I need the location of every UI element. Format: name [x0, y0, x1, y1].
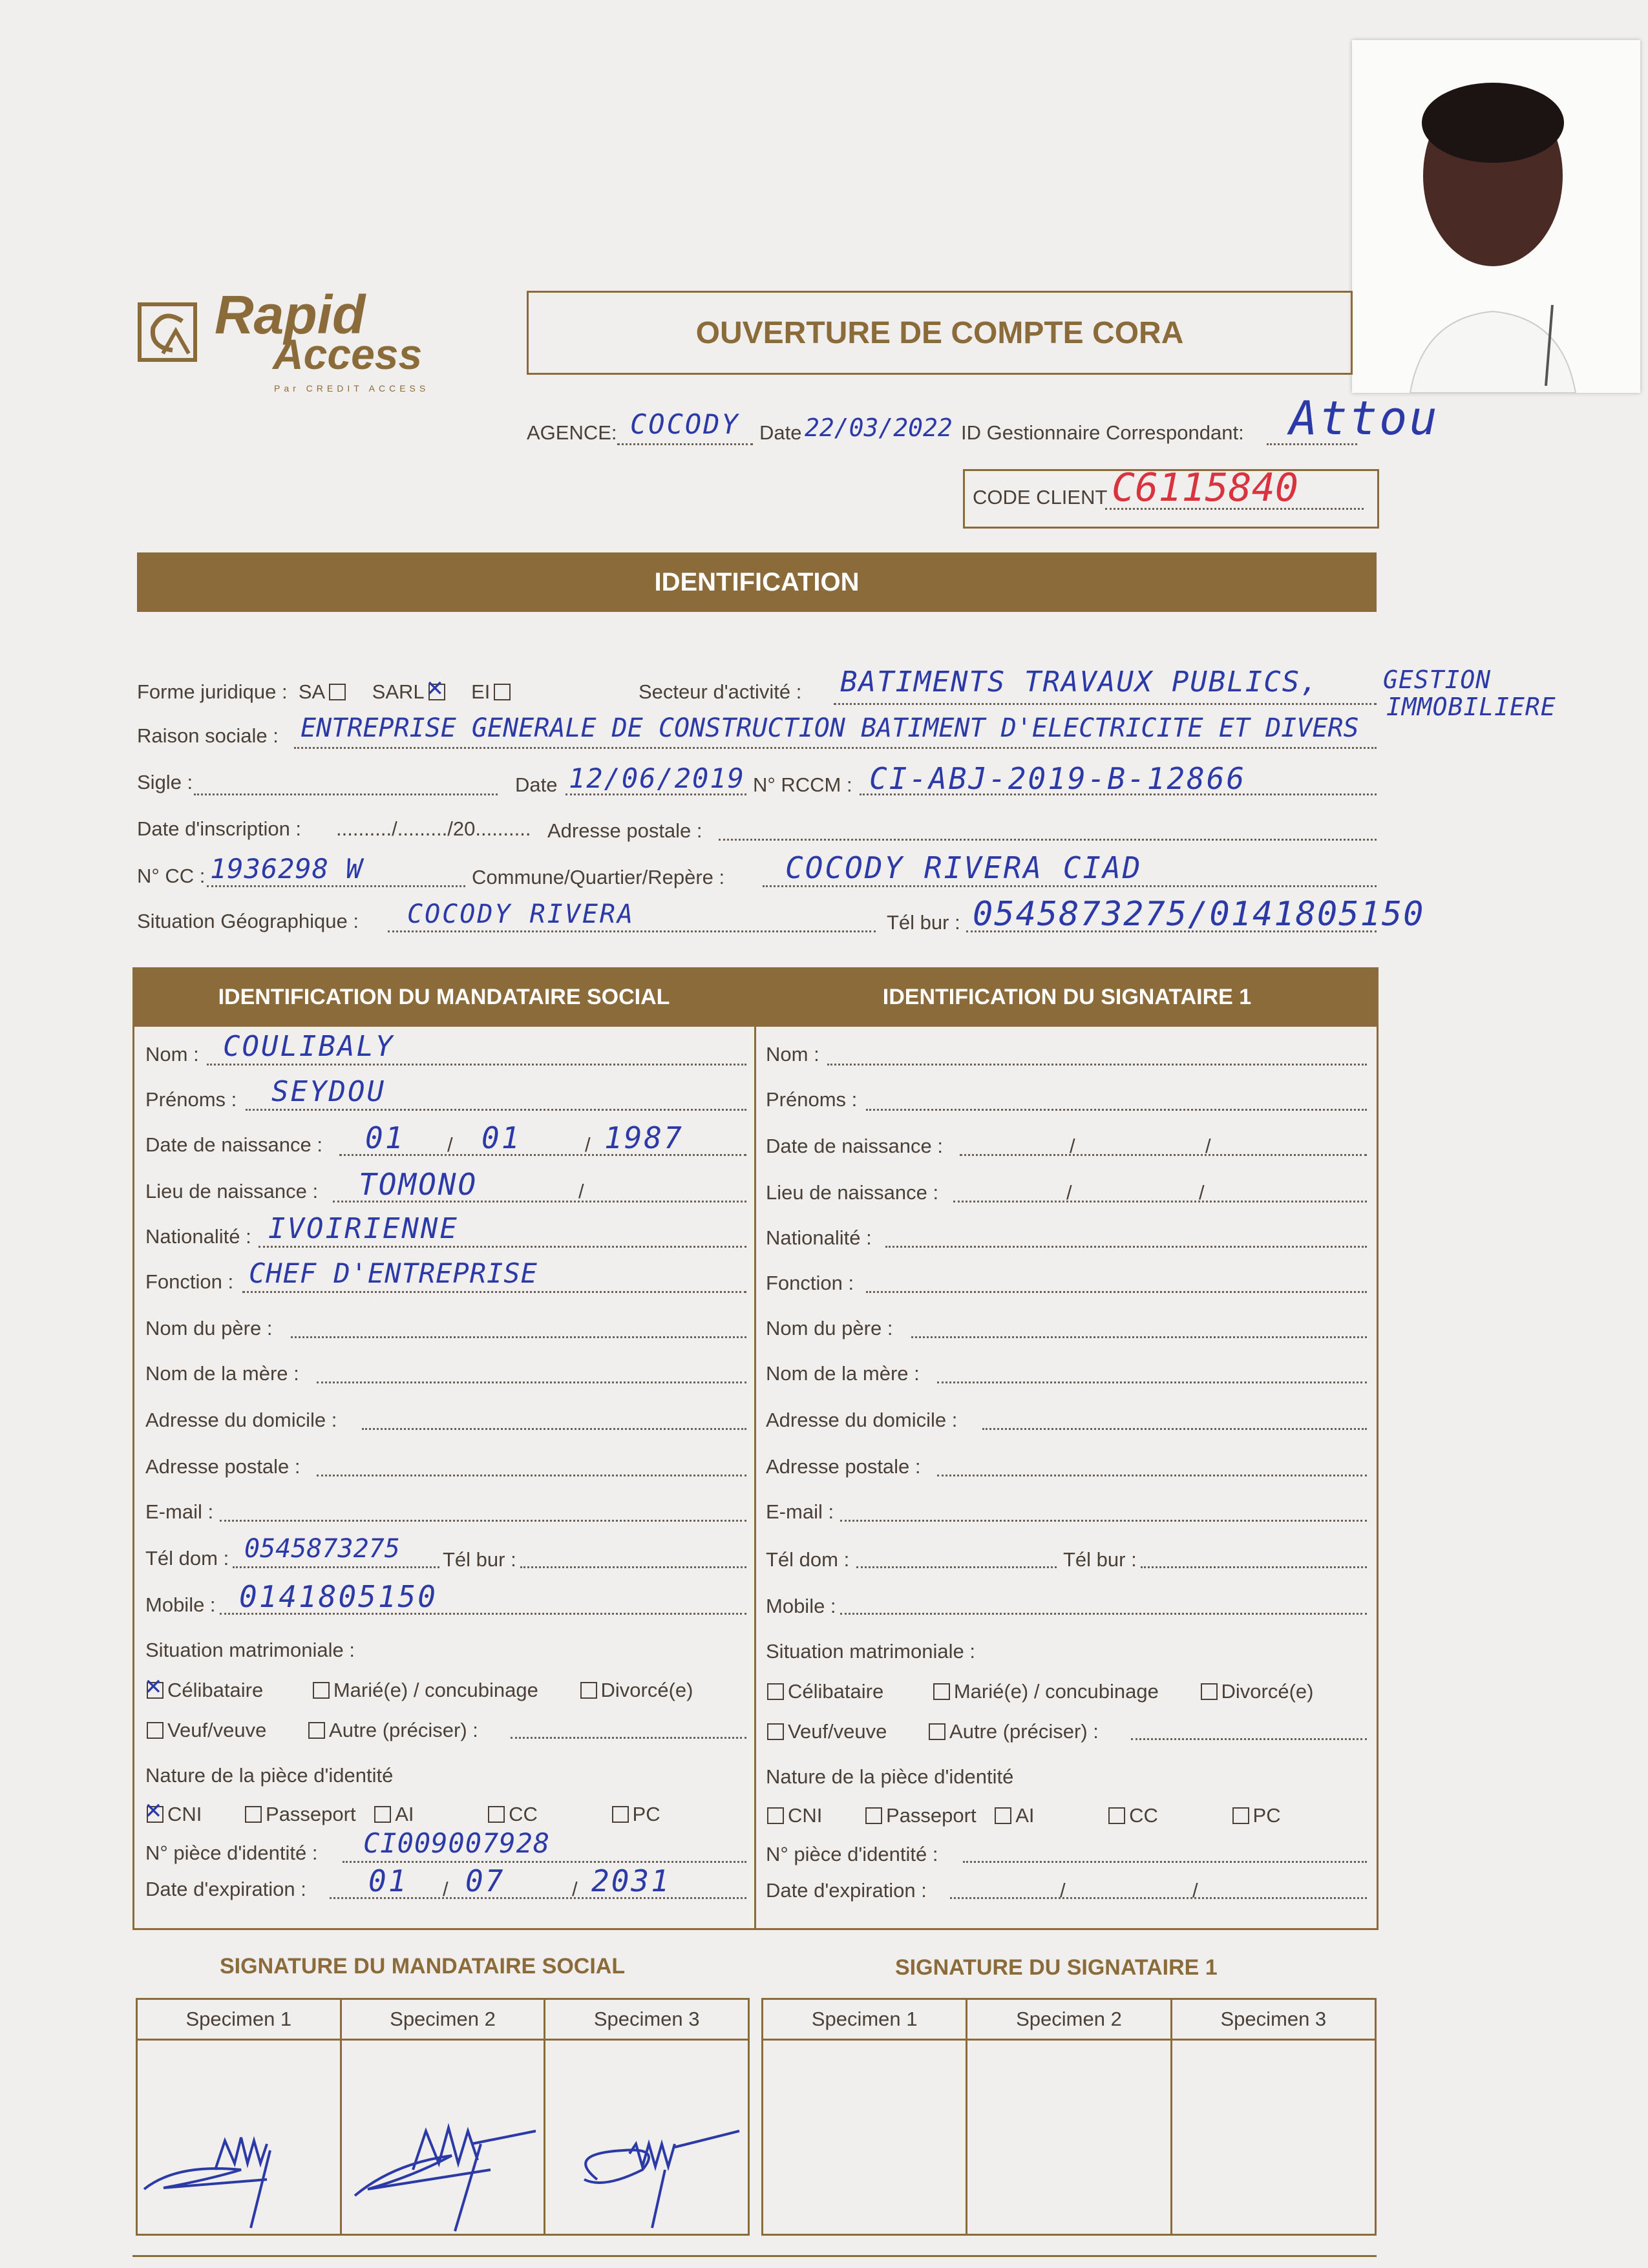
s-specimen-2-label: Specimen 2	[967, 2000, 1170, 2041]
s-lieu-sep2: /	[1199, 1181, 1205, 1204]
s-teldom-label: Tél dom :	[766, 1548, 850, 1571]
id-adresse-postale-label: Adresse postale :	[547, 819, 703, 842]
m-matrimoniale-label: Situation matrimoniale :	[145, 1639, 355, 1661]
raison-sociale-label: Raison sociale :	[137, 724, 279, 747]
signature-1-image	[138, 2041, 338, 2234]
secteur-label: Secteur d'activité :	[639, 680, 802, 703]
m-marie-checkbox[interactable]	[313, 1682, 330, 1699]
m-autre-checkbox[interactable]	[308, 1722, 325, 1739]
m-piece-label: Nature de la pièce d'identité	[145, 1764, 394, 1787]
m-celibataire-checkbox[interactable]	[147, 1682, 164, 1699]
m-specimen-3-label: Specimen 3	[545, 2000, 748, 2041]
m-npiece-value[interactable]: CI009007928	[363, 1827, 551, 1859]
ncc-label: N° CC :	[137, 865, 206, 887]
secteur-value-3[interactable]: IMMOBILIERE	[1386, 693, 1556, 721]
s-autre-checkbox[interactable]	[929, 1723, 945, 1740]
s-pere-label: Nom du père :	[766, 1317, 893, 1339]
code-client-label: CODE CLIENT	[973, 486, 1108, 509]
m-nationalite-label: Nationalité :	[145, 1225, 251, 1248]
mandataire-specimen-table	[136, 1998, 750, 2236]
m-specimen-1-label: Specimen 1	[138, 2000, 340, 2041]
form-title: OUVERTURE DE COMPTE CORA	[695, 315, 1184, 350]
m-exp-sep1: /	[443, 1878, 449, 1900]
m-specimen-1[interactable]	[138, 2000, 342, 2234]
m-lieu-value[interactable]: TOMONO	[359, 1167, 478, 1202]
m-mobile-value[interactable]: 0141805150	[239, 1579, 438, 1614]
sarl-checkbox[interactable]	[428, 684, 445, 700]
logo-tagline: Par CREDIT ACCESS	[274, 383, 430, 394]
m-prenoms-value[interactable]: SEYDOU	[271, 1075, 386, 1108]
s-matrimoniale-options-2: Veuf/veuve Autre (préciser) :	[766, 1720, 1099, 1743]
m-fonction-value[interactable]: CHEF D'ENTREPRISE	[249, 1257, 538, 1289]
s-mere-label: Nom de la mère :	[766, 1362, 920, 1385]
agence-label: AGENCE:	[527, 421, 617, 444]
m-expiration-label: Date d'expiration :	[145, 1878, 306, 1900]
ncc-value[interactable]: 1936298 W	[210, 853, 363, 885]
m-telbur-label: Tél bur :	[443, 1548, 516, 1571]
sigle-label: Sigle :	[137, 771, 193, 793]
m-mobile-label: Mobile :	[145, 1593, 216, 1616]
s-domicile-label: Adresse du domicile :	[766, 1409, 958, 1431]
m-exp-year[interactable]: 2031	[591, 1864, 671, 1898]
inscription-label: Date d'inscription :	[137, 817, 302, 840]
s-veuf-checkbox[interactable]	[767, 1723, 784, 1740]
identification-header: IDENTIFICATION	[137, 552, 1377, 612]
s-specimen-3[interactable]	[1172, 2000, 1375, 2234]
m-nom-value[interactable]: COULIBALY	[223, 1030, 395, 1063]
s-piece-options: CNI Passeport AI CC PC	[766, 1804, 1281, 1827]
s-specimen-2[interactable]	[967, 2000, 1172, 2234]
s-divorce-checkbox[interactable]	[1201, 1683, 1218, 1700]
rccm-value[interactable]: CI-ABJ-2019-B-12866	[869, 761, 1247, 796]
m-npiece-label: N° pièce d'identité :	[145, 1842, 318, 1864]
s-passeport-checkbox[interactable]	[865, 1807, 882, 1824]
signature-3-image	[545, 2041, 746, 2234]
top-date-label: Date	[759, 421, 802, 444]
s-naissance-sep1: /	[1070, 1135, 1075, 1157]
m-specimen-2-label: Specimen 2	[342, 2000, 544, 2041]
s-exp-sep1: /	[1060, 1879, 1066, 1902]
signataire-specimen-table	[761, 1998, 1377, 2236]
s-naissance-sep2: /	[1205, 1135, 1211, 1157]
logo-text-sub: Access	[273, 330, 423, 378]
mandataire-header: IDENTIFICATION DU MANDATAIRE SOCIAL	[132, 967, 755, 1027]
top-date-value[interactable]: 22/03/2022	[805, 414, 953, 442]
m-pere-label: Nom du père :	[145, 1317, 273, 1339]
s-cni-checkbox[interactable]	[767, 1807, 784, 1824]
s-fonction-label: Fonction :	[766, 1272, 854, 1294]
situation-label: Situation Géographique :	[137, 910, 359, 932]
s-ai-checkbox[interactable]	[995, 1807, 1011, 1824]
m-cni-checkbox[interactable]	[147, 1806, 164, 1823]
s-piece-label: Nature de la pièce d'identité	[766, 1765, 1014, 1788]
signature-mandataire-title: SIGNATURE DU MANDATAIRE SOCIAL	[220, 1954, 626, 1979]
m-exp-day[interactable]: 01	[368, 1864, 408, 1898]
id-date-label: Date	[515, 773, 558, 796]
s-mobile-label: Mobile :	[766, 1595, 836, 1617]
id-telbur-value[interactable]: 0545873275/0141805150	[973, 895, 1425, 934]
m-email-label: E-mail :	[145, 1500, 214, 1523]
s-exp-sep2: /	[1192, 1879, 1198, 1902]
footer-rule	[132, 2255, 1377, 2257]
s-matrimoniale-label: Situation matrimoniale :	[766, 1640, 975, 1663]
s-nom-label: Nom :	[766, 1043, 819, 1066]
m-piece-options: ✕CNI Passeport AI CC PC	[145, 1803, 660, 1826]
m-naissance-label: Date de naissance :	[145, 1133, 323, 1156]
m-exp-sep2: /	[572, 1878, 578, 1900]
m-ai-checkbox[interactable]	[374, 1806, 391, 1823]
forme-juridique-label: Forme juridique : SA SARL✕ EI	[137, 680, 514, 704]
s-specimen-3-label: Specimen 3	[1172, 2000, 1375, 2041]
m-lieu-sep: /	[578, 1180, 584, 1202]
agence-value[interactable]: COCODY	[630, 408, 740, 440]
column-divider	[754, 1027, 756, 1930]
m-divorce-checkbox[interactable]	[580, 1682, 597, 1699]
commune-value[interactable]: COCODY RIVERA CIAD	[785, 850, 1143, 885]
s-marie-checkbox[interactable]	[933, 1683, 950, 1700]
m-naissance-year[interactable]: 1987	[604, 1120, 684, 1155]
m-naissance-day[interactable]: 01	[365, 1120, 405, 1155]
logo	[137, 284, 460, 397]
inscription-value[interactable]: ........../........./20..........	[336, 817, 531, 840]
m-naissance-sep2: /	[585, 1133, 591, 1156]
s-postale-label: Adresse postale :	[766, 1455, 921, 1478]
s-pc-checkbox[interactable]	[1232, 1807, 1249, 1824]
rccm-label: N° RCCM :	[753, 773, 852, 796]
s-telbur-label: Tél bur :	[1063, 1548, 1137, 1571]
commune-label: Commune/Quartier/Repère :	[472, 866, 725, 888]
s-naissance-label: Date de naissance :	[766, 1135, 944, 1157]
m-pc-checkbox[interactable]	[612, 1806, 629, 1823]
raison-sociale-value[interactable]: ENTREPRISE GENERALE DE CONSTRUCTION BATIMENT D'ELECTRICITE ET DIVERS	[301, 713, 1359, 743]
secteur-value-2[interactable]: GESTION	[1383, 666, 1492, 694]
signataire-header: IDENTIFICATION DU SIGNATAIRE 1	[755, 967, 1379, 1027]
m-matrimoniale-options-2: Veuf/veuve Autre (préciser) :	[145, 1719, 478, 1742]
secteur-value[interactable]: BATIMENTS TRAVAUX PUBLICS,	[840, 666, 1319, 698]
form-title-box	[527, 291, 1353, 375]
m-veuf-checkbox[interactable]	[147, 1722, 164, 1739]
m-naissance-month[interactable]: 01	[481, 1120, 522, 1155]
id-telbur-label: Tél bur :	[887, 911, 960, 934]
s-lieu-label: Lieu de naissance :	[766, 1181, 939, 1204]
s-prenoms-label: Prénoms :	[766, 1088, 858, 1111]
s-expiration-label: Date d'expiration :	[766, 1879, 927, 1902]
m-passeport-checkbox[interactable]	[245, 1806, 262, 1823]
sa-checkbox[interactable]	[329, 684, 346, 700]
s-npiece-label: N° pièce d'identité :	[766, 1843, 938, 1865]
s-nationalite-label: Nationalité :	[766, 1226, 872, 1249]
m-fonction-label: Fonction :	[145, 1270, 234, 1293]
m-domicile-label: Adresse du domicile :	[145, 1409, 337, 1431]
m-postale-label: Adresse postale :	[145, 1455, 301, 1478]
ei-checkbox[interactable]	[494, 684, 511, 700]
m-nom-label: Nom :	[145, 1043, 199, 1066]
situation-value[interactable]: COCODY RIVERA	[407, 899, 635, 929]
m-specimen-2[interactable]	[342, 2000, 546, 2234]
m-cc-checkbox[interactable]	[488, 1806, 505, 1823]
id-photo	[1352, 40, 1640, 393]
m-matrimoniale-options-1: ✕Célibataire Marié(e) / concubinage Divorcé(e)	[145, 1679, 693, 1702]
logo-mark-icon	[137, 302, 202, 366]
s-lieu-sep1: /	[1066, 1181, 1072, 1204]
s-email-label: E-mail :	[766, 1500, 834, 1523]
s-specimen-1[interactable]	[763, 2000, 967, 2234]
m-teldom-value[interactable]: 0545873275	[244, 1534, 400, 1564]
m-naissance-sep1: /	[447, 1133, 453, 1156]
signature-2-image	[342, 2041, 542, 2234]
m-lieu-label: Lieu de naissance :	[145, 1180, 319, 1202]
m-exp-month[interactable]: 07	[465, 1864, 505, 1898]
m-specimen-3[interactable]	[545, 2000, 748, 2234]
s-celibataire-checkbox[interactable]	[767, 1683, 784, 1700]
s-specimen-1-label: Specimen 1	[763, 2000, 966, 2041]
gestionnaire-label: ID Gestionnaire Correspondant:	[961, 421, 1244, 444]
gestionnaire-value[interactable]: Attou	[1289, 391, 1439, 445]
m-prenoms-label: Prénoms :	[145, 1088, 237, 1111]
logo-text-main: Rapid	[215, 284, 366, 345]
m-nationalite-value[interactable]: IVOIRIENNE	[268, 1212, 459, 1245]
m-mere-label: Nom de la mère :	[145, 1362, 299, 1385]
m-teldom-label: Tél dom :	[145, 1547, 229, 1570]
id-date-value[interactable]: 12/06/2019	[569, 762, 745, 794]
code-client-value[interactable]: C6115840	[1112, 465, 1298, 510]
signature-signataire-title: SIGNATURE DU SIGNATAIRE 1	[895, 1955, 1218, 1980]
s-matrimoniale-options-1: Célibataire Marié(e) / concubinage Divorcé(e)	[766, 1680, 1313, 1703]
portrait-image	[1352, 40, 1640, 393]
s-cc-checkbox[interactable]	[1108, 1807, 1125, 1824]
